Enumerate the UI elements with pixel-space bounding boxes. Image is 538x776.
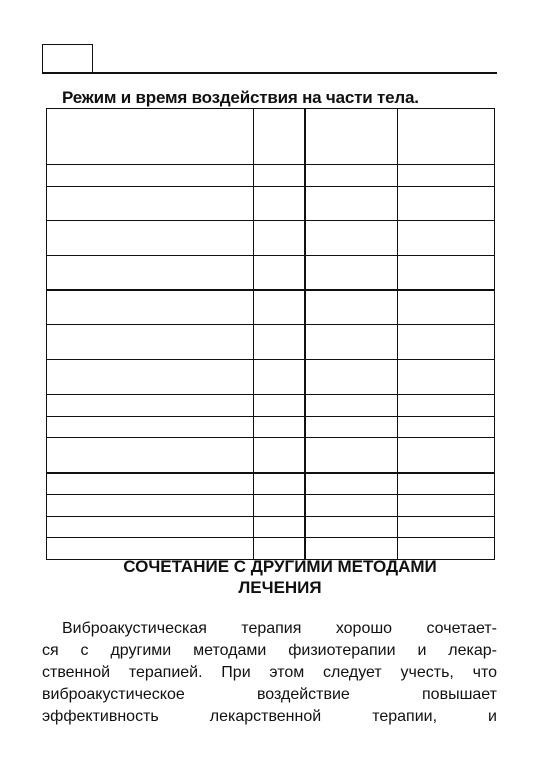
table-cell <box>305 165 398 187</box>
table-cell <box>305 495 398 517</box>
table-cell <box>254 517 305 538</box>
table-cell <box>254 495 305 517</box>
table-header-cell <box>398 109 495 165</box>
table-cell <box>254 473 305 495</box>
table-cell <box>47 325 254 360</box>
table-cell <box>47 473 254 495</box>
table-cell <box>398 517 495 538</box>
table-cell <box>398 256 495 290</box>
table-cell <box>398 187 495 221</box>
table-row <box>47 438 495 473</box>
paragraph-line: эффективность лекарственной терапии, и <box>42 708 497 725</box>
table-cell <box>305 360 398 395</box>
section-heading-line: СОЧЕТАНИЕ С ДРУГИМИ МЕТОДАМИ <box>123 557 437 576</box>
table-cell <box>305 256 398 290</box>
table-row <box>47 165 495 187</box>
table-cell <box>398 165 495 187</box>
table-header-cell <box>305 109 398 165</box>
table-cell <box>254 360 305 395</box>
table-title: Режим и время воздействия на части тела. <box>62 88 419 107</box>
table-cell <box>305 473 398 495</box>
table-row <box>47 325 495 360</box>
table-header-cell <box>47 109 254 165</box>
table-cell <box>398 495 495 517</box>
table-cell <box>254 290 305 325</box>
paragraph-line: виброакустическое воздействие повышает <box>42 686 497 703</box>
table-row <box>47 256 495 290</box>
page-number-box <box>42 44 93 73</box>
table-cell <box>305 517 398 538</box>
table-row <box>47 395 495 417</box>
table-cell <box>47 517 254 538</box>
table-row <box>47 473 495 495</box>
table-cell <box>398 360 495 395</box>
table-cell <box>398 473 495 495</box>
table-cell <box>305 438 398 473</box>
table-cell <box>47 256 254 290</box>
table-cell <box>305 325 398 360</box>
table-cell <box>398 395 495 417</box>
paragraph-line: Виброакустическая терапия хорошо сочетает- <box>62 620 497 637</box>
table-cell <box>254 417 305 438</box>
table-cell <box>254 256 305 290</box>
table-row <box>47 221 495 256</box>
table-cell <box>254 395 305 417</box>
table-cell <box>305 395 398 417</box>
section-heading <box>60 556 500 598</box>
table-cell <box>254 165 305 187</box>
table-cell <box>305 290 398 325</box>
table-cell <box>254 187 305 221</box>
table-cell <box>398 325 495 360</box>
table-header-row <box>47 109 495 165</box>
table-cell <box>305 221 398 256</box>
table-cell <box>47 290 254 325</box>
table-cell <box>305 417 398 438</box>
table-header-cell <box>254 109 305 165</box>
body-paragraph <box>42 618 497 728</box>
table-cell <box>47 495 254 517</box>
table-cell <box>47 360 254 395</box>
table-cell <box>305 187 398 221</box>
exposure-table <box>46 108 495 560</box>
table-row <box>47 417 495 438</box>
table-cell <box>398 290 495 325</box>
table-cell <box>47 395 254 417</box>
paragraph-line: ственной терапией. При этом следует учесть, что <box>42 664 497 681</box>
table-row <box>47 290 495 325</box>
table-row <box>47 360 495 395</box>
section-heading-line: ЛЕЧЕНИЯ <box>238 578 322 597</box>
table-cell <box>47 221 254 256</box>
table-cell <box>47 417 254 438</box>
table-cell <box>398 438 495 473</box>
table-row <box>47 517 495 538</box>
table-row <box>47 187 495 221</box>
table-cell <box>254 438 305 473</box>
table-row <box>47 495 495 517</box>
table-cell <box>47 438 254 473</box>
table-cell <box>254 221 305 256</box>
table-cell <box>254 325 305 360</box>
header-rule <box>42 72 497 74</box>
table-cell <box>398 221 495 256</box>
table-cell <box>47 165 254 187</box>
table-cell <box>47 187 254 221</box>
table-cell <box>398 417 495 438</box>
paragraph-line: ся с другими методами физиотерапии и лекар- <box>42 642 497 659</box>
